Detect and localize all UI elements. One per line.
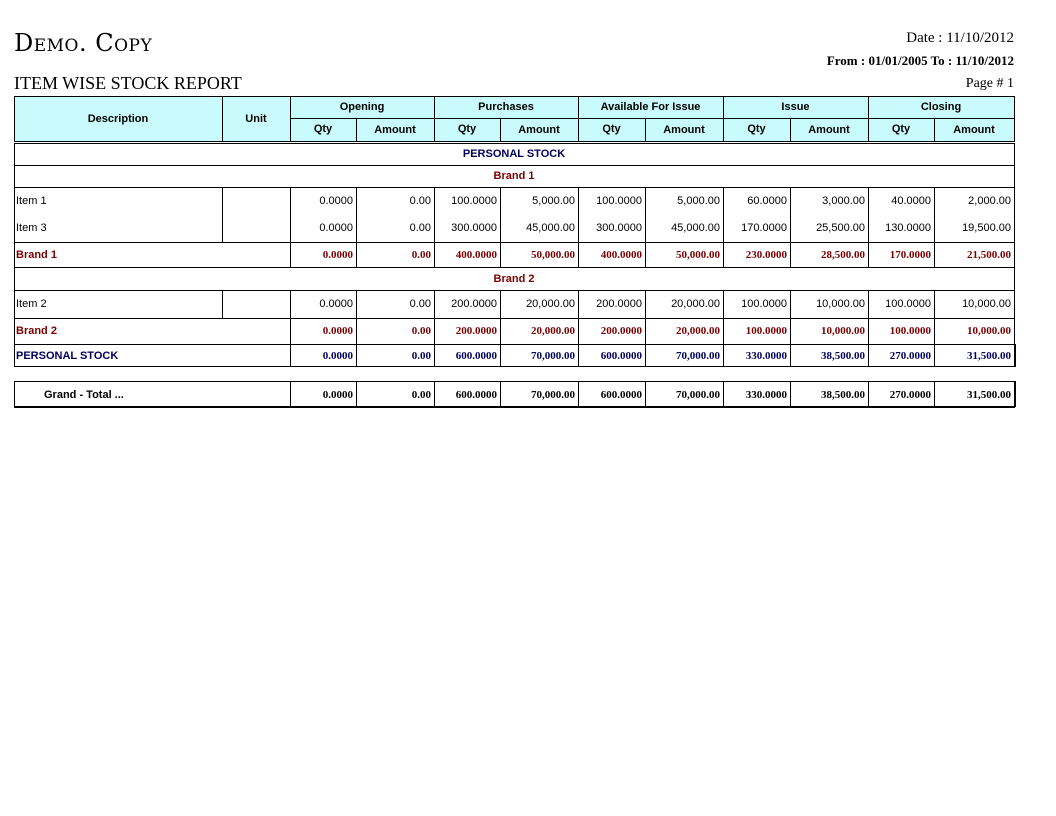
row-divider [14, 407, 1015, 408]
item-name: Item 1 [16, 195, 47, 207]
item-value: 0.00 [409, 195, 431, 207]
brand-total-value: 0.00 [411, 325, 431, 337]
item-value: 0.00 [409, 298, 431, 310]
column-divider [1014, 165, 1015, 188]
column-header-issue-amount: Amount [808, 124, 850, 136]
item-value: 300.0000 [451, 222, 497, 234]
group-total-value: 0.00 [411, 350, 431, 362]
item-value: 25,500.00 [816, 222, 865, 234]
item-value: 10,000.00 [816, 298, 865, 310]
column-divider [14, 318, 15, 345]
report-date: Date : 11/10/2012 [906, 30, 1014, 46]
column-divider [222, 290, 223, 318]
column-header-closing: Closing [920, 101, 962, 113]
row-divider [14, 141, 1015, 142]
column-divider [1014, 242, 1015, 268]
column-divider [222, 187, 223, 242]
item-value: 3,000.00 [822, 195, 865, 207]
item-value: 60.0000 [747, 195, 787, 207]
item-value: 300.0000 [596, 222, 642, 234]
item-value: 100.0000 [741, 298, 787, 310]
column-divider [1014, 267, 1015, 291]
group-total-value: 270.0000 [889, 350, 931, 362]
item-value: 19,500.00 [962, 222, 1011, 234]
group-total-value: 330.0000 [745, 350, 787, 362]
brand-total-value: 200.0000 [600, 325, 642, 337]
item-value: 100.0000 [885, 298, 931, 310]
group-total-value: 31,500.00 [967, 350, 1011, 362]
column-header-issue: Issue [781, 101, 810, 113]
item-value: 20,000.00 [526, 298, 575, 310]
group-title-personal-stock: PERSONAL STOCK [462, 148, 566, 160]
item-unit [224, 292, 284, 316]
brand-total-value: 230.0000 [745, 249, 787, 261]
grand-total-value: 600.0000 [600, 389, 642, 401]
column-divider [1014, 318, 1015, 345]
grand-total-value: 600.0000 [455, 389, 497, 401]
column-header-unit: Unit [245, 113, 267, 125]
grand-total-label: Grand - Total ... [44, 389, 124, 401]
item-value: 100.0000 [596, 195, 642, 207]
brand-title-brand-1: Brand 1 [493, 170, 535, 182]
brand-total-value: 20,000.00 [676, 325, 720, 337]
group-total-value: 600.0000 [600, 350, 642, 362]
grand-total-value: 38,500.00 [821, 389, 865, 401]
brand-total-value: 400.0000 [455, 249, 497, 261]
item-value: 0.0000 [319, 298, 353, 310]
brand-total-value: 10,000.00 [967, 325, 1011, 337]
column-header-available-for-issue-amount: Amount [663, 124, 705, 136]
group-total-value: 38,500.00 [821, 350, 865, 362]
item-value: 45,000.00 [671, 222, 720, 234]
brand-total-value: 0.0000 [322, 249, 353, 261]
brand-total-value: 28,500.00 [821, 249, 865, 261]
brand-title-brand-2: Brand 2 [493, 273, 535, 285]
column-header-description: Description [87, 113, 149, 125]
grand-total-value: 31,500.00 [967, 389, 1011, 401]
column-header-purchases: Purchases [478, 101, 534, 113]
column-divider [1014, 381, 1016, 407]
grand-total-value: 0.0000 [322, 389, 353, 401]
item-value: 200.0000 [451, 298, 497, 310]
brand-total-label: Brand 1 [16, 249, 57, 261]
item-value: 45,000.00 [526, 222, 575, 234]
grand-total-value: 70,000.00 [676, 389, 720, 401]
item-value: 20,000.00 [671, 298, 720, 310]
column-header-issue-qty: Qty [747, 123, 766, 135]
item-value: 10,000.00 [962, 298, 1011, 310]
item-unit [224, 216, 284, 240]
company-name: Demo. Copy [14, 29, 153, 57]
item-value: 5,000.00 [677, 195, 720, 207]
column-divider [14, 290, 15, 318]
item-value: 100.0000 [451, 195, 497, 207]
column-divider [1014, 96, 1015, 142]
grand-total-value: 330.0000 [745, 389, 787, 401]
column-header-purchases-amount: Amount [518, 124, 560, 136]
brand-total-value: 50,000.00 [676, 249, 720, 261]
column-divider [14, 242, 15, 268]
column-divider [1014, 290, 1015, 318]
column-header-purchases-qty: Qty [457, 123, 477, 135]
brand-total-value: 400.0000 [600, 249, 642, 261]
group-total-value: 0.0000 [322, 350, 353, 362]
item-value: 0.0000 [319, 222, 353, 234]
item-unit [224, 189, 284, 213]
brand-total-value: 100.0000 [889, 325, 931, 337]
brand-total-value: 200.0000 [455, 325, 497, 337]
brand-total-value: 100.0000 [745, 325, 787, 337]
column-divider [14, 381, 15, 407]
item-value: 170.0000 [741, 222, 787, 234]
brand-total-value: 0.00 [411, 249, 431, 261]
report-title: ITEM WISE STOCK REPORT [14, 73, 242, 93]
item-value: 5,000.00 [532, 195, 575, 207]
row-divider [14, 344, 1015, 345]
item-value: 0.00 [409, 222, 431, 234]
item-name: Item 2 [16, 298, 47, 310]
group-total-value: 70,000.00 [531, 350, 575, 362]
column-divider [1014, 344, 1016, 367]
grand-total-value: 270.0000 [889, 389, 931, 401]
column-header-opening: Opening [339, 101, 385, 113]
column-header-opening-amount: Amount [374, 124, 416, 136]
column-divider [14, 187, 15, 242]
brand-total-value: 21,500.00 [967, 249, 1011, 261]
column-header-closing-amount: Amount [953, 124, 995, 136]
item-value: 0.0000 [319, 195, 353, 207]
item-value: 40.0000 [891, 195, 931, 207]
item-value: 130.0000 [885, 222, 931, 234]
row-divider [14, 381, 1015, 382]
column-divider [1014, 187, 1015, 242]
row-divider [14, 290, 1015, 291]
column-divider [14, 344, 15, 367]
brand-total-value: 0.0000 [322, 325, 353, 337]
report-date-range: From : 01/01/2005 To : 11/10/2012 [826, 53, 1014, 68]
item-value: 200.0000 [596, 298, 642, 310]
column-divider [1014, 143, 1015, 166]
grand-total-value: 70,000.00 [531, 389, 575, 401]
column-header-opening-qty: Qty [313, 123, 333, 135]
group-total-value: 600.0000 [455, 350, 497, 362]
brand-total-value: 20,000.00 [531, 325, 575, 337]
item-value: 2,000.00 [968, 195, 1011, 207]
row-divider [14, 187, 1015, 188]
column-header-available-for-issue-qty: Qty [602, 123, 621, 135]
group-total-label: PERSONAL STOCK [16, 350, 119, 362]
brand-total-label: Brand 2 [16, 325, 57, 337]
column-header-available-for-issue: Available For Issue [600, 101, 701, 113]
page-number: Page # 1 [965, 76, 1014, 91]
brand-total-value: 50,000.00 [531, 249, 575, 261]
group-total-value: 70,000.00 [676, 350, 720, 362]
brand-total-value: 170.0000 [889, 249, 931, 261]
grand-total-value: 0.00 [411, 389, 431, 401]
item-name: Item 3 [16, 222, 47, 234]
column-header-closing-qty: Qty [891, 123, 911, 135]
brand-total-value: 10,000.00 [821, 325, 865, 337]
row-divider [14, 366, 1015, 367]
